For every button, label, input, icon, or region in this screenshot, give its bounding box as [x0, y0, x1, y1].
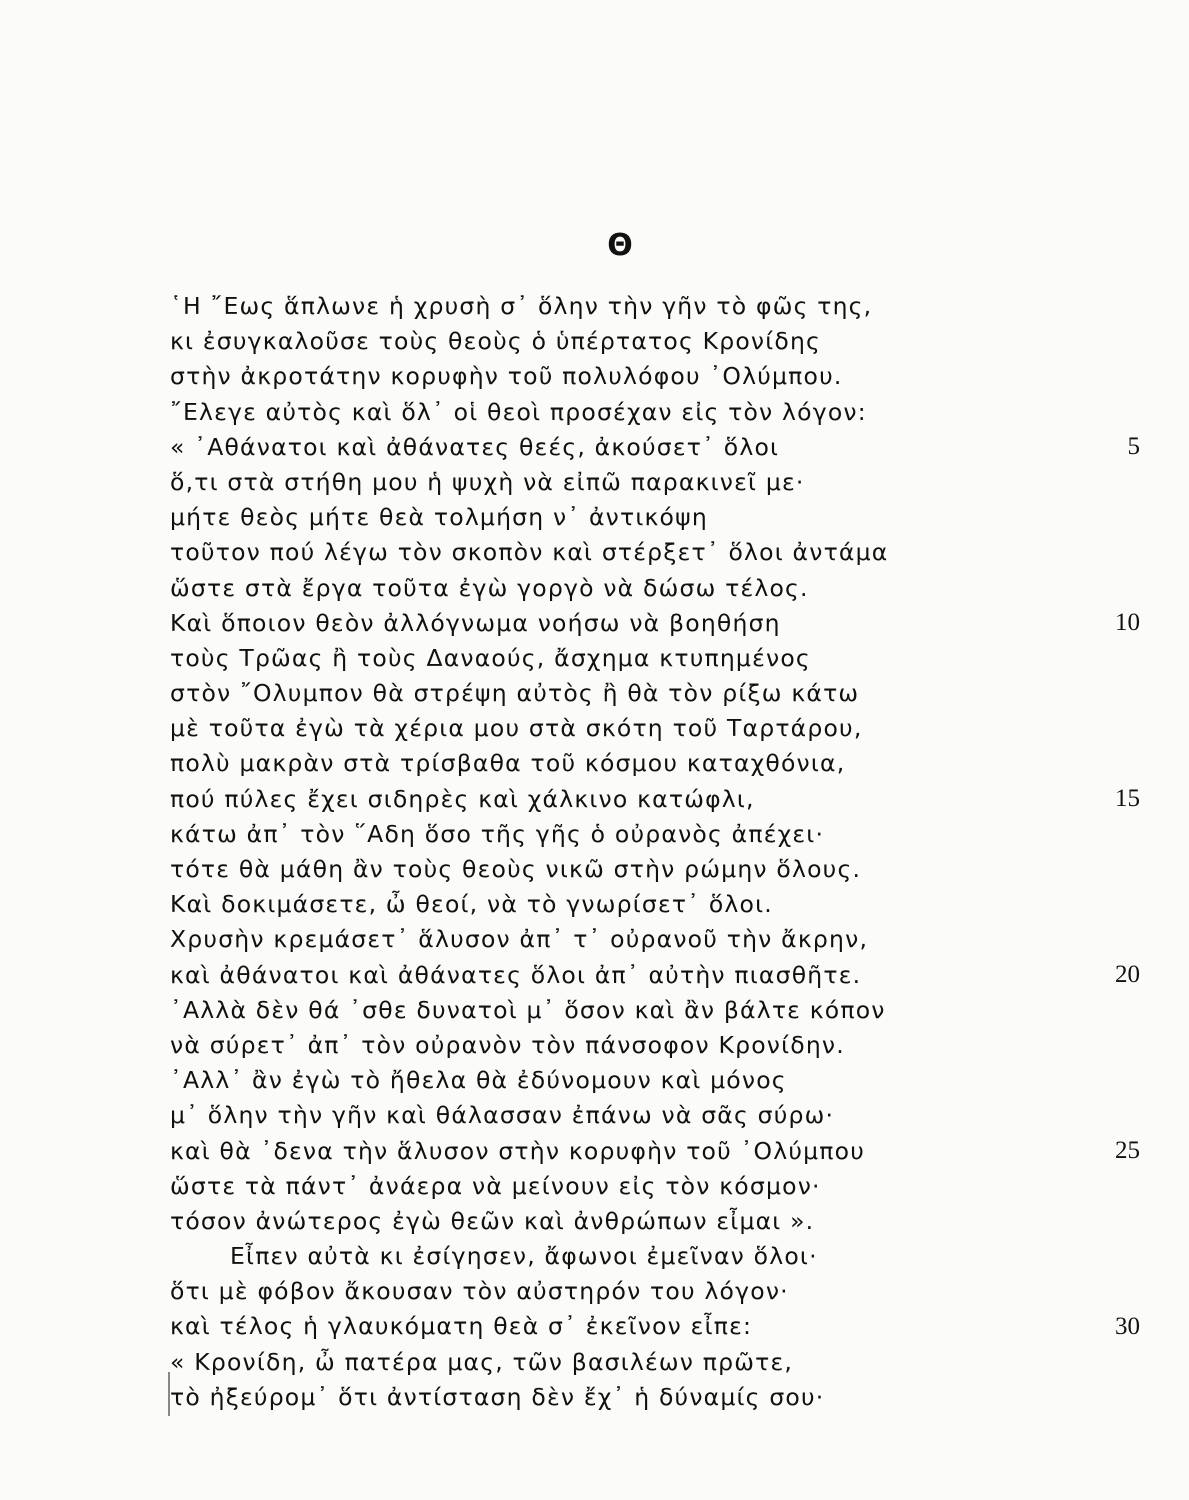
poem-line: Καὶ δοκιμάσετε, ὦ θεοί, νὰ τὸ γνωρίσετ᾽ ὅλοι. — [170, 890, 773, 919]
poem-line: ᾿Αλλ᾽ ἂν ἐγὼ τὸ ἤθελα θὰ ἐδύνομουν καὶ μόνος — [170, 1066, 787, 1095]
poem-line: τοῦτον πού λέγω τὸν σκοπὸν καὶ στέρξετ᾽ ὅλοι ἀντάμα — [170, 538, 889, 567]
poem-line: καὶ τέλος ἡ γλαυκόματη θεὰ σ᾽ ἐκεῖνον εἶπε: — [170, 1312, 753, 1341]
poem-line: στὸν ῎Ολυμπον θὰ στρέψη αὐτὸς ἢ θὰ τὸν ρίξω κάτω — [170, 679, 860, 708]
line-number: 20 — [1115, 961, 1140, 988]
book-title: Θ — [607, 228, 633, 263]
poem-line: ῾Η ῎Εως ἅπλωνε ἡ χρυσὴ σ᾽ ὅλην τὴν γῆν τὸ φῶς της, — [170, 292, 873, 320]
poem-line: τοὺς Τρῶας ἢ τοὺς Δαναούς, ἄσχημα κτυπημένος — [170, 643, 811, 672]
poem-line: ὥστε τὰ πάντ᾽ ἀνάερα νὰ μείνουν εἰς τὸν κόσμον· — [170, 1171, 821, 1200]
poem-line: μ᾽ ὅλην τὴν γῆν καὶ θάλασσαν ἐπάνω νὰ σᾶς σύρω· — [170, 1101, 835, 1130]
poem-line: καὶ ἀθάνατοι καὶ ἀθάνατες ὅλοι ἀπ᾽ αὐτὴν πιασθῆτε. — [170, 960, 862, 989]
line-number: 5 — [1127, 433, 1140, 460]
poem-line: « ᾿Αθάνατοι καὶ ἀθάνατες θεές, ἀκούσετ᾽ ὅλοι — [170, 432, 780, 461]
poem-line: Χρυσὴν κρεμάσετ᾽ ἅλυσον ἀπ᾽ τ᾽ οὐρανοῦ τὴν ἄκρην, — [170, 925, 869, 954]
poem-line: Καὶ ὅποιον θεὸν ἀλλόγνωμα νοήσω νὰ βοηθήση — [170, 608, 781, 637]
poem-line: μήτε θεὸς μήτε θεὰ τολμήση ν᾽ ἀντικόψη — [170, 503, 708, 532]
line-number: 15 — [1115, 785, 1140, 812]
poem-line: πού πύλες ἔχει σιδηρὲς καὶ χάλκινο κατώφλι, — [170, 784, 755, 813]
poem-line: κι ἐσυγκαλοῦσε τοὺς θεοὺς ὁ ὑπέρτατος Κρονίδης — [170, 327, 822, 356]
poem-line: ὥστε στὰ ἔργα τοῦτα ἐγὼ γοργὸ νὰ δώσω τέλος. — [170, 573, 809, 602]
poem-line: ὅτι μὲ φόβον ἄκουσαν τὸν αὐστηρόν του λόγον· — [170, 1277, 789, 1306]
poem-line: κάτω ἀπ᾽ τὸν ῞Αδη ὅσο τῆς γῆς ὁ οὐρανὸς ἀπέχει· — [170, 819, 825, 848]
poem-line: τόσον ἀνώτερος ἐγὼ θεῶν καὶ ἀνθρώπων εἶμαι ». — [170, 1206, 815, 1235]
poem-line: στὴν ἀκροτάτην κορυφὴν τοῦ πολυλόφου ᾿Ολύμπου. — [170, 362, 843, 391]
poem-line: καὶ θὰ ᾽δενα τὴν ἅλυσον στὴν κορυφὴν τοῦ ᾿Ολύμπου — [170, 1136, 866, 1165]
line-number: 10 — [1115, 609, 1140, 636]
poem-line: τὸ ἠξεύρομ᾽ ὅτι ἀντίσταση δὲν ἔχ᾽ ἡ δύναμίς σου· — [170, 1382, 825, 1411]
poem-line: ᾿Αλλὰ δὲν θά ᾽σθε δυνατοὶ μ᾽ ὅσον καὶ ἂν βάλτε κόπον — [170, 995, 886, 1024]
poem-line: ὅ,τι στὰ στήθη μου ἡ ψυχὴ νὰ εἰπῶ παρακινεῖ με· — [170, 467, 805, 496]
poem-line: Εἶπεν αὐτὰ κι ἐσίγησεν, ἄφωνοι ἐμεῖναν ὅλοι· — [230, 1242, 818, 1271]
poem-line: μὲ τοῦτα ἐγὼ τὰ χέρια μου στὰ σκότη τοῦ Ταρτάρου, — [170, 714, 863, 743]
margin-mark — [168, 1372, 170, 1416]
line-number: 25 — [1115, 1137, 1140, 1164]
poem-text — [170, 289, 970, 1415]
poem-line: « Κρονίδη, ὦ πατέρα μας, τῶν βασιλέων πρῶτε, — [170, 1347, 794, 1376]
line-number: 30 — [1115, 1313, 1140, 1340]
poem-line: πολὺ μακρὰν στὰ τρίσβαθα τοῦ κόσμου καταχθόνια, — [170, 749, 846, 778]
poem-line: τότε θὰ μάθη ἂν τοὺς θεοὺς νικῶ στὴν ρώμην ὅλους. — [170, 855, 862, 883]
poem-line: ῎Ελεγε αὐτὸς καὶ ὅλ᾽ οἱ θεοὶ προσέχαν εἰς τὸν λόγον: — [170, 397, 867, 426]
poem-line: νὰ σύρετ᾽ ἀπ᾽ τὸν οὐρανὸν τὸν πάνσοφον Κρονίδην. — [170, 1030, 845, 1059]
